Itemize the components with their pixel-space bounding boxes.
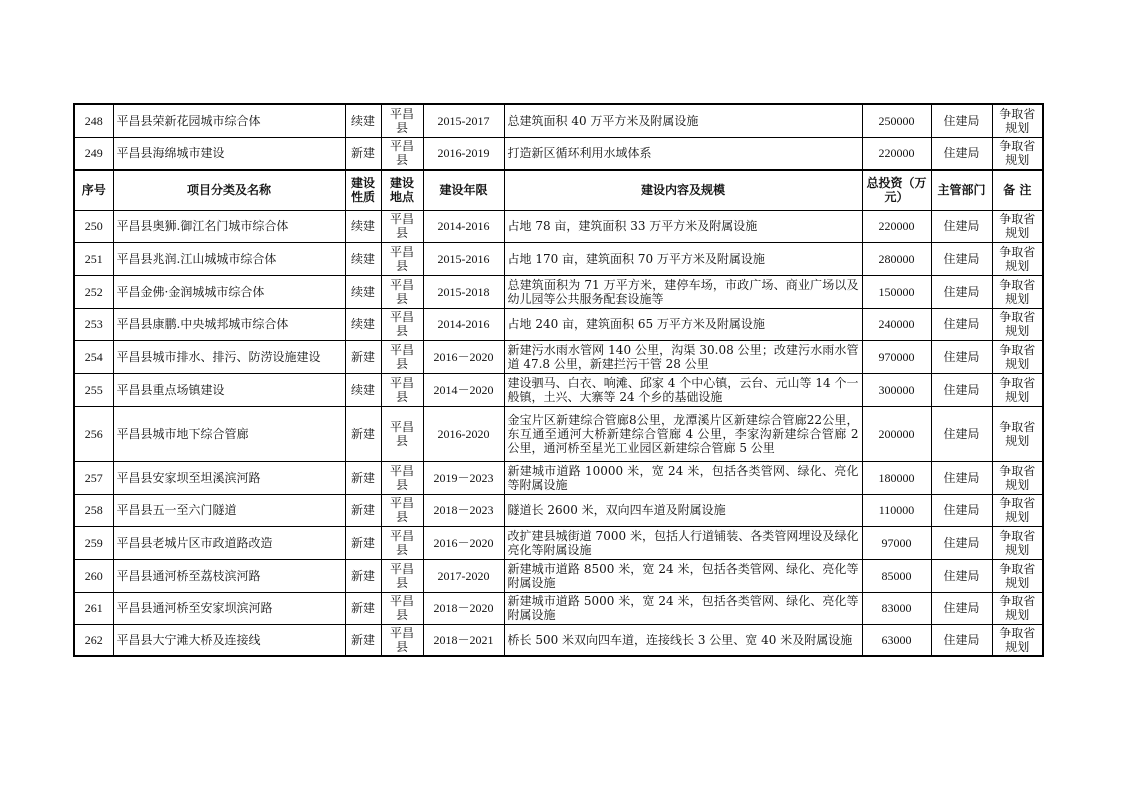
cell-investment: 83000 — [862, 592, 931, 624]
cell-location: 平昌县 — [381, 526, 423, 559]
cell-no: 255 — [74, 373, 113, 406]
cell-content: 新建污水雨水管网 140 公里，沟渠 30.08 公里；改建污水雨水管道 47.8 公里，新建拦污干管 28 公里 — [504, 340, 862, 373]
cell-no: 252 — [74, 275, 113, 308]
cell-location: 平昌县 — [381, 340, 423, 373]
cell-content: 金宝片区新建综合管廊8公里，龙潭溪片区新建综合管廊22公里，东互通至通河大桥新建综合管廊 4 公里，李家沟新建综合管廊 2 公里，通河桥至星光工业园区新建综合管廊 5 公里 — [504, 406, 862, 461]
cell-department: 住建局 — [931, 242, 992, 275]
cell-department: 住建局 — [931, 104, 992, 137]
table-header — [74, 170, 1043, 210]
cell-location: 平昌县 — [381, 275, 423, 308]
cell-name: 平昌县重点场镇建设 — [113, 373, 345, 406]
cell-remark: 争取省规划 — [992, 242, 1043, 275]
project-table — [73, 103, 1044, 657]
cell-no: 251 — [74, 242, 113, 275]
cell-name: 平昌县城市地下综合管廊 — [113, 406, 345, 461]
cell-nature: 续建 — [345, 210, 381, 242]
cell-period: 2014－2020 — [423, 373, 504, 406]
cell-investment: 220000 — [862, 137, 931, 170]
cell-remark: 争取省规划 — [992, 624, 1043, 656]
cell-location: 平昌县 — [381, 592, 423, 624]
table-row — [74, 210, 1043, 242]
cell-remark: 争取省规划 — [992, 373, 1043, 406]
cell-no: 249 — [74, 137, 113, 170]
cell-remark: 争取省规划 — [992, 406, 1043, 461]
cell-no: 260 — [74, 559, 113, 592]
cell-period: 2016－2020 — [423, 340, 504, 373]
cell-remark: 争取省规划 — [992, 275, 1043, 308]
cell-no: 250 — [74, 210, 113, 242]
cell-nature: 新建 — [345, 559, 381, 592]
cell-remark: 争取省规划 — [992, 526, 1043, 559]
cell-period: 2016-2020 — [423, 406, 504, 461]
table-row — [74, 526, 1043, 559]
cell-name: 平昌县海绵城市建设 — [113, 137, 345, 170]
table-row — [74, 592, 1043, 624]
cell-department: 住建局 — [931, 494, 992, 526]
header-content: 建设内容及规模 — [504, 170, 862, 210]
cell-nature: 续建 — [345, 242, 381, 275]
table-row — [74, 624, 1043, 656]
table-body-continued — [74, 104, 1043, 170]
cell-nature: 新建 — [345, 624, 381, 656]
cell-period: 2015-2018 — [423, 275, 504, 308]
cell-location: 平昌县 — [381, 242, 423, 275]
table-row — [74, 494, 1043, 526]
cell-period: 2016-2019 — [423, 137, 504, 170]
cell-location: 平昌县 — [381, 104, 423, 137]
cell-investment: 150000 — [862, 275, 931, 308]
header-name: 项目分类及名称 — [113, 170, 345, 210]
cell-investment: 970000 — [862, 340, 931, 373]
cell-department: 住建局 — [931, 559, 992, 592]
table-row — [74, 559, 1043, 592]
cell-content: 总建筑面积 40 万平方米及附属设施 — [504, 104, 862, 137]
cell-content: 打造新区循环利用水域体系 — [504, 137, 862, 170]
cell-department: 住建局 — [931, 526, 992, 559]
cell-location: 平昌县 — [381, 624, 423, 656]
cell-content: 占地 240 亩，建筑面积 65 万平方米及附属设施 — [504, 308, 862, 340]
cell-location: 平昌县 — [381, 494, 423, 526]
cell-period: 2019－2023 — [423, 461, 504, 494]
cell-remark: 争取省规划 — [992, 592, 1043, 624]
header-investment: 总投资（万元） — [862, 170, 931, 210]
cell-remark: 争取省规划 — [992, 104, 1043, 137]
cell-period: 2018－2020 — [423, 592, 504, 624]
cell-investment: 250000 — [862, 104, 931, 137]
cell-name: 平昌县康鹏.中央城邦城市综合体 — [113, 308, 345, 340]
header-no: 序号 — [74, 170, 113, 210]
cell-department: 住建局 — [931, 406, 992, 461]
cell-content: 占地 78 亩，建筑面积 33 万平方米及附属设施 — [504, 210, 862, 242]
cell-remark: 争取省规划 — [992, 137, 1043, 170]
cell-location: 平昌县 — [381, 308, 423, 340]
cell-content: 改扩建县城街道 7000 米，包括人行道铺装、各类管网埋设及绿化亮化等附属设施 — [504, 526, 862, 559]
cell-investment: 220000 — [862, 210, 931, 242]
cell-content: 隧道长 2600 米，双向四车道及附属设施 — [504, 494, 862, 526]
cell-name: 平昌县荣新花园城市综合体 — [113, 104, 345, 137]
cell-department: 住建局 — [931, 373, 992, 406]
cell-investment: 280000 — [862, 242, 931, 275]
cell-name: 平昌县五一至六门隧道 — [113, 494, 345, 526]
cell-department: 住建局 — [931, 461, 992, 494]
cell-content: 新建城市道路 10000 米，宽 24 米，包括各类管网、绿化、亮化等附属设施 — [504, 461, 862, 494]
cell-investment: 63000 — [862, 624, 931, 656]
cell-no: 262 — [74, 624, 113, 656]
cell-period: 2015-2016 — [423, 242, 504, 275]
cell-no: 258 — [74, 494, 113, 526]
cell-name: 平昌县奥狮.御江名门城市综合体 — [113, 210, 345, 242]
cell-investment: 240000 — [862, 308, 931, 340]
cell-nature: 新建 — [345, 461, 381, 494]
cell-no: 261 — [74, 592, 113, 624]
cell-period: 2016－2020 — [423, 526, 504, 559]
table-row — [74, 373, 1043, 406]
cell-location: 平昌县 — [381, 373, 423, 406]
cell-content: 桥长 500 米双向四车道，连接线长 3 公里、宽 40 米及附属设施 — [504, 624, 862, 656]
cell-department: 住建局 — [931, 275, 992, 308]
cell-no: 256 — [74, 406, 113, 461]
table-row — [74, 137, 1043, 170]
header-nature: 建设性质 — [345, 170, 381, 210]
cell-no: 257 — [74, 461, 113, 494]
cell-investment: 85000 — [862, 559, 931, 592]
cell-nature: 新建 — [345, 137, 381, 170]
table-row — [74, 406, 1043, 461]
cell-name: 平昌县兆润.江山城城市综合体 — [113, 242, 345, 275]
cell-investment: 110000 — [862, 494, 931, 526]
cell-remark: 争取省规划 — [992, 340, 1043, 373]
cell-investment: 300000 — [862, 373, 931, 406]
cell-nature: 新建 — [345, 340, 381, 373]
cell-nature: 续建 — [345, 373, 381, 406]
cell-location: 平昌县 — [381, 406, 423, 461]
cell-no: 253 — [74, 308, 113, 340]
cell-nature: 续建 — [345, 275, 381, 308]
cell-investment: 97000 — [862, 526, 931, 559]
cell-remark: 争取省规划 — [992, 210, 1043, 242]
header-department: 主管部门 — [931, 170, 992, 210]
cell-name: 平昌县安家坝至坦溪滨河路 — [113, 461, 345, 494]
table-row — [74, 104, 1043, 137]
cell-location: 平昌县 — [381, 137, 423, 170]
cell-no: 248 — [74, 104, 113, 137]
cell-name: 平昌县通河桥至安家坝滨河路 — [113, 592, 345, 624]
cell-remark: 争取省规划 — [992, 559, 1043, 592]
cell-content: 新建城市道路 5000 米，宽 24 米，包括各类管网、绿化、亮化等附属设施 — [504, 592, 862, 624]
cell-remark: 争取省规划 — [992, 308, 1043, 340]
cell-investment: 180000 — [862, 461, 931, 494]
cell-name: 平昌县老城片区市政道路改造 — [113, 526, 345, 559]
cell-period: 2018－2023 — [423, 494, 504, 526]
cell-department: 住建局 — [931, 137, 992, 170]
table-row — [74, 461, 1043, 494]
cell-department: 住建局 — [931, 624, 992, 656]
table-row — [74, 340, 1043, 373]
cell-period: 2014-2016 — [423, 308, 504, 340]
cell-investment: 200000 — [862, 406, 931, 461]
cell-remark: 争取省规划 — [992, 494, 1043, 526]
cell-nature: 续建 — [345, 104, 381, 137]
cell-period: 2017-2020 — [423, 559, 504, 592]
cell-nature: 新建 — [345, 406, 381, 461]
header-row — [74, 170, 1043, 210]
cell-no: 259 — [74, 526, 113, 559]
table-row — [74, 275, 1043, 308]
cell-remark: 争取省规划 — [992, 461, 1043, 494]
cell-department: 住建局 — [931, 210, 992, 242]
cell-department: 住建局 — [931, 308, 992, 340]
cell-content: 总建筑面积为 71 万平方米，建停车场，市政广场、商业广场以及幼儿园等公共服务配套设施等 — [504, 275, 862, 308]
cell-no: 254 — [74, 340, 113, 373]
cell-nature: 新建 — [345, 526, 381, 559]
cell-name: 平昌县通河桥至荔枝滨河路 — [113, 559, 345, 592]
cell-name: 平昌金佛·金润城城市综合体 — [113, 275, 345, 308]
cell-content: 占地 170 亩，建筑面积 70 万平方米及附属设施 — [504, 242, 862, 275]
cell-nature: 续建 — [345, 308, 381, 340]
cell-name: 平昌县城市排水、排污、防涝设施建设 — [113, 340, 345, 373]
header-period: 建设年限 — [423, 170, 504, 210]
cell-nature: 新建 — [345, 494, 381, 526]
cell-period: 2018－2021 — [423, 624, 504, 656]
cell-period: 2015-2017 — [423, 104, 504, 137]
cell-name: 平昌县大宁滩大桥及连接线 — [113, 624, 345, 656]
cell-location: 平昌县 — [381, 559, 423, 592]
cell-location: 平昌县 — [381, 461, 423, 494]
table-row — [74, 308, 1043, 340]
cell-department: 住建局 — [931, 592, 992, 624]
cell-location: 平昌县 — [381, 210, 423, 242]
cell-period: 2014-2016 — [423, 210, 504, 242]
cell-content: 新建城市道路 8500 米，宽 24 米，包括各类管网、绿化、亮化等附属设施 — [504, 559, 862, 592]
cell-nature: 新建 — [345, 592, 381, 624]
header-location: 建设地点 — [381, 170, 423, 210]
cell-department: 住建局 — [931, 340, 992, 373]
table-row — [74, 242, 1043, 275]
table-body — [74, 210, 1043, 656]
header-remark: 备 注 — [992, 170, 1043, 210]
cell-content: 建设驷马、白衣、响滩、邱家 4 个中心镇，云台、元山等 14 个一般镇，土兴、大寨等 24 个乡的基础设施 — [504, 373, 862, 406]
